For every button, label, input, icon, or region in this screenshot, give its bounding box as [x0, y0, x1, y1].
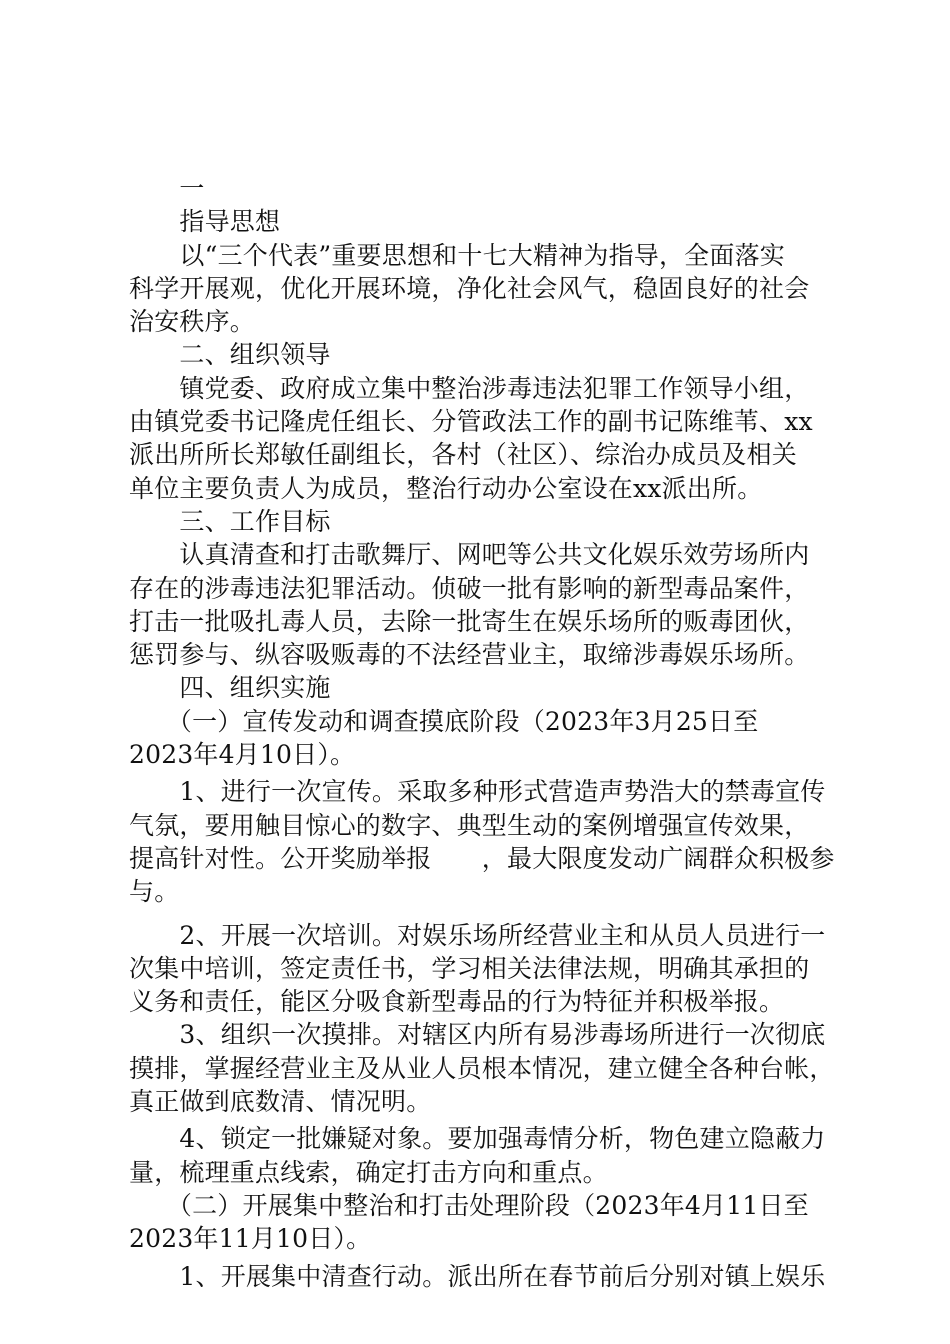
- paragraph-line: 单位主要负责人为成员，整治行动办公室设在xx派出所。: [129, 473, 763, 503]
- section-heading: 二、组织领导: [129, 340, 331, 370]
- paragraph-line: 科学开展观，优化开展环境，净化社会风气，稳固良好的社会: [129, 273, 810, 303]
- document-body: [129, 172, 835, 1293]
- paragraph-line: 提高针对性。公开奖励举报 ，最大限度发动广阔群众积极参: [129, 843, 835, 873]
- subsection-heading: （一）宣传发动和调查摸底阶段（2023年3月25日至: [129, 706, 759, 736]
- section-heading: 指导思想: [129, 207, 281, 237]
- paragraph-line: 派出所所长郑敏任副组长，各村（社区）、综治办成员及相关: [129, 440, 797, 470]
- paragraph-line: 真正做到底数清、情况明。: [129, 1087, 432, 1117]
- paragraph-line: 4、锁定一批嫌疑对象。要加强毒情分析，物色建立隐蔽力: [129, 1124, 826, 1154]
- paragraph-line: 3、组织一次摸排。对辖区内所有易涉毒场所进行一次彻底: [129, 1020, 826, 1050]
- paragraph-line: 量，梳理重点线索，确定打击方向和重点。: [129, 1157, 608, 1187]
- paragraph-line: 镇党委、政府成立集中整治涉毒违法犯罪工作领导小组，: [129, 373, 810, 403]
- paragraph-line: 与。: [129, 877, 180, 907]
- subsection-heading: 2023年4月10日）。: [129, 740, 356, 770]
- section-heading: 三、工作目标: [129, 506, 331, 536]
- paragraph-line: 治安秩序。: [129, 307, 256, 337]
- paragraph-line: 以“三个代表”重要思想和十七大精神为指导，全面落实: [129, 240, 785, 270]
- paragraph-line: 打击一批吸扎毒人员，去除一批寄生在娱乐场所的贩毒团伙，: [129, 606, 810, 636]
- section-number: 一: [129, 174, 205, 203]
- paragraph-line: 由镇党委书记隆虎任组长、分管政法工作的副书记陈维苇、xx: [129, 407, 813, 437]
- paragraph-line: 存在的涉毒违法犯罪活动。侦破一批有影响的新型毒品案件，: [129, 573, 810, 603]
- paragraph-line: 认真清查和打击歌舞厅、网吧等公共文化娱乐效劳场所内: [129, 540, 810, 570]
- paragraph-line: 惩罚参与、纵容吸贩毒的不法经营业主，取缔涉毒娱乐场所。: [129, 640, 810, 670]
- paragraph-line: 1、进行一次宣传。采取多种形式营造声势浩大的禁毒宣传: [129, 777, 826, 807]
- section-heading: 四、组织实施: [129, 673, 331, 703]
- paragraph-line: 次集中培训，签定责任书，学习相关法律法规，明确其承担的: [129, 953, 810, 983]
- subsection-heading: （二）开展集中整治和打击处理阶段（2023年4月11日至: [129, 1190, 809, 1220]
- paragraph-line: 1、开展集中清查行动。派出所在春节前后分别对镇上娱乐: [129, 1261, 826, 1291]
- paragraph-line: 摸排，掌握经营业主及从业人员根本情况，建立健全各种台帐，: [129, 1053, 835, 1083]
- paragraph-line: 义务和责任，能区分吸食新型毒品的行为特征并积极举报。: [129, 987, 785, 1017]
- subsection-heading: 2023年11月10日）。: [129, 1224, 372, 1254]
- paragraph-line: 2、开展一次培训。对娱乐场所经营业主和从员人员进行一: [129, 920, 826, 950]
- paragraph-line: 气氛，要用触目惊心的数字、典型生动的案例增强宣传效果，: [129, 810, 810, 840]
